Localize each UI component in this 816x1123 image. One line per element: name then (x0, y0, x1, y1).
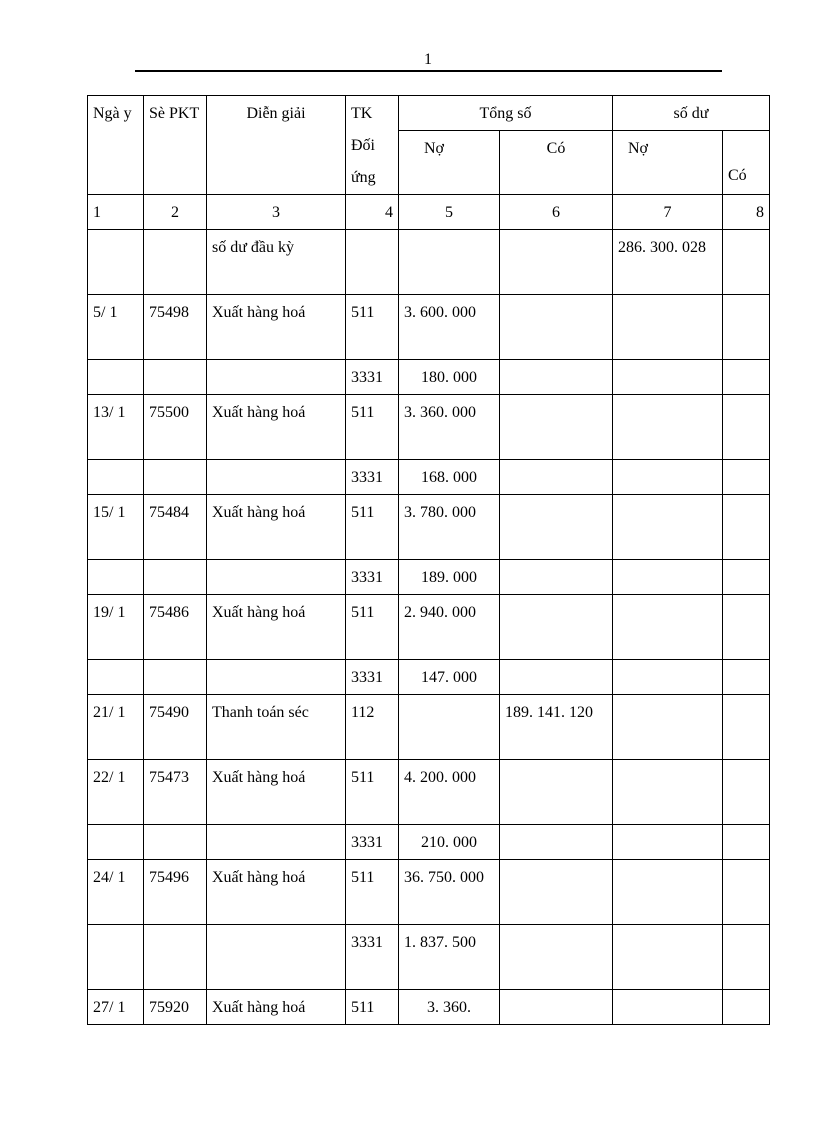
entry-balance-credit (723, 860, 770, 925)
entry-doc-no: 75498 (144, 295, 207, 360)
entry-credit (500, 360, 613, 395)
entry-balance-debit (613, 495, 723, 560)
entry-balance-credit (723, 695, 770, 760)
table-row (88, 825, 770, 860)
entry-credit (500, 595, 613, 660)
entry-balance-debit (613, 395, 723, 460)
entry-date (88, 360, 144, 395)
col-num: 7 (613, 195, 723, 230)
entry-credit: 189. 141. 120 (500, 695, 613, 760)
entry-balance-debit (613, 460, 723, 495)
table-row (88, 360, 770, 395)
entry-date (88, 460, 144, 495)
entry-debit (399, 695, 500, 760)
entry-counter-account: 3331 (346, 560, 399, 595)
entry-debit: 147. 000 (399, 660, 500, 695)
entry-credit (500, 495, 613, 560)
entry-credit (500, 295, 613, 360)
column-number-row (88, 195, 770, 230)
col-num: 1 (88, 195, 144, 230)
entry-credit (500, 460, 613, 495)
entry-description (207, 460, 346, 495)
entry-balance-debit (613, 925, 723, 990)
entry-counter-account: 511 (346, 395, 399, 460)
entry-doc-no (144, 825, 207, 860)
header-total: Tổng số (399, 96, 613, 131)
entry-counter-account: 511 (346, 295, 399, 360)
entry-counter-account: 511 (346, 760, 399, 825)
entry-balance-debit (613, 860, 723, 925)
entry-description: số dư đầu kỳ (207, 230, 346, 295)
table-row (88, 295, 770, 360)
entry-description (207, 660, 346, 695)
entry-balance-credit (723, 825, 770, 860)
entry-date: 22/ 1 (88, 760, 144, 825)
entry-date (88, 660, 144, 695)
entry-balance-credit (723, 495, 770, 560)
entry-doc-no (144, 360, 207, 395)
entry-doc-no: 75500 (144, 395, 207, 460)
col-num: 8 (723, 195, 770, 230)
entry-debit: 210. 000 (399, 825, 500, 860)
entry-date: 15/ 1 (88, 495, 144, 560)
entry-counter-account (346, 230, 399, 295)
entry-date (88, 230, 144, 295)
entry-credit (500, 925, 613, 990)
entry-description: Xuất hàng hoá (207, 295, 346, 360)
entry-credit (500, 825, 613, 860)
table-row (88, 595, 770, 660)
entry-balance-credit (723, 395, 770, 460)
entry-date (88, 925, 144, 990)
entry-debit: 4. 200. 000 (399, 760, 500, 825)
entry-debit: 36. 750. 000 (399, 860, 500, 925)
header-credit: Có (500, 131, 613, 195)
table-row (88, 760, 770, 825)
entry-description: Xuất hàng hoá (207, 990, 346, 1025)
entry-debit: 189. 000 (399, 560, 500, 595)
entry-balance-debit (613, 660, 723, 695)
header-rule (135, 70, 722, 72)
table-row (88, 925, 770, 990)
entry-description (207, 560, 346, 595)
entry-balance-debit (613, 760, 723, 825)
entry-counter-account: 511 (346, 495, 399, 560)
entry-doc-no (144, 925, 207, 990)
entry-debit: 3. 360. (399, 990, 500, 1025)
header-description: Diễn giải (207, 96, 346, 195)
entry-balance-credit (723, 230, 770, 295)
table-row (88, 695, 770, 760)
entry-doc-no: 75490 (144, 695, 207, 760)
entry-debit: 180. 000 (399, 360, 500, 395)
entry-balance-debit (613, 560, 723, 595)
header-balance-debit: Nợ (613, 131, 723, 195)
entry-balance-debit: 286. 300. 028 (613, 230, 723, 295)
entry-counter-account: 3331 (346, 360, 399, 395)
header-doc-no: Sè PKT (144, 96, 207, 195)
col-num: 5 (399, 195, 500, 230)
entry-doc-no: 75496 (144, 860, 207, 925)
entry-date: 21/ 1 (88, 695, 144, 760)
entry-credit (500, 860, 613, 925)
entry-doc-no (144, 230, 207, 295)
entry-balance-credit (723, 760, 770, 825)
entry-debit: 2. 940. 000 (399, 595, 500, 660)
entry-counter-account: 511 (346, 990, 399, 1025)
entry-doc-no: 75486 (144, 595, 207, 660)
entry-date (88, 560, 144, 595)
entry-counter-account: 511 (346, 860, 399, 925)
entry-date: 24/ 1 (88, 860, 144, 925)
col-num: 2 (144, 195, 207, 230)
entry-description (207, 360, 346, 395)
table-row (88, 860, 770, 925)
entry-credit (500, 560, 613, 595)
entry-doc-no: 75484 (144, 495, 207, 560)
col-num: 6 (500, 195, 613, 230)
entry-balance-credit (723, 595, 770, 660)
header-balance: số dư (613, 96, 770, 131)
entry-description (207, 925, 346, 990)
entry-credit (500, 395, 613, 460)
page-number: 1 (424, 51, 432, 68)
ledger-table (87, 95, 770, 1025)
entry-doc-no: 75473 (144, 760, 207, 825)
entry-date (88, 825, 144, 860)
col-num: 3 (207, 195, 346, 230)
entry-debit: 168. 000 (399, 460, 500, 495)
entry-counter-account: 112 (346, 695, 399, 760)
entry-description (207, 825, 346, 860)
table-row (88, 495, 770, 560)
entry-date: 5/ 1 (88, 295, 144, 360)
header-date: Ngà y (88, 96, 144, 195)
entry-balance-credit (723, 990, 770, 1025)
entry-debit: 3. 360. 000 (399, 395, 500, 460)
header-counter-account: TK Đối ứng (346, 96, 399, 195)
table-row (88, 230, 770, 295)
table-row (88, 460, 770, 495)
entry-credit (500, 760, 613, 825)
entry-balance-credit (723, 560, 770, 595)
entry-description: Xuất hàng hoá (207, 395, 346, 460)
header-debit: Nợ (399, 131, 500, 195)
entry-doc-no (144, 460, 207, 495)
entry-doc-no (144, 660, 207, 695)
entry-balance-debit (613, 990, 723, 1025)
entry-debit (399, 230, 500, 295)
entry-counter-account: 3331 (346, 460, 399, 495)
entry-balance-debit (613, 595, 723, 660)
entry-counter-account: 3331 (346, 660, 399, 695)
entry-date: 19/ 1 (88, 595, 144, 660)
entry-counter-account: 3331 (346, 925, 399, 990)
entry-description: Xuất hàng hoá (207, 495, 346, 560)
header-row-1 (88, 96, 770, 131)
entry-balance-credit (723, 925, 770, 990)
table-row (88, 560, 770, 595)
entry-doc-no: 75920 (144, 990, 207, 1025)
entry-balance-debit (613, 825, 723, 860)
entry-description: Xuất hàng hoá (207, 595, 346, 660)
table-row (88, 990, 770, 1025)
entry-counter-account: 511 (346, 595, 399, 660)
header-balance-credit: Có (723, 131, 770, 195)
col-num: 4 (346, 195, 399, 230)
entry-doc-no (144, 560, 207, 595)
entry-debit: 1. 837. 500 (399, 925, 500, 990)
entry-date: 13/ 1 (88, 395, 144, 460)
entry-credit (500, 230, 613, 295)
entry-balance-debit (613, 360, 723, 395)
entry-balance-debit (613, 295, 723, 360)
entry-debit: 3. 600. 000 (399, 295, 500, 360)
entry-debit: 3. 780. 000 (399, 495, 500, 560)
entry-credit (500, 990, 613, 1025)
entry-credit (500, 660, 613, 695)
entry-counter-account: 3331 (346, 825, 399, 860)
entry-balance-debit (613, 695, 723, 760)
entry-date: 27/ 1 (88, 990, 144, 1025)
entry-balance-credit (723, 360, 770, 395)
entry-description: Xuất hàng hoá (207, 760, 346, 825)
table-row (88, 395, 770, 460)
entry-balance-credit (723, 660, 770, 695)
entry-description: Thanh toán séc (207, 695, 346, 760)
entry-balance-credit (723, 295, 770, 360)
entry-description: Xuất hàng hoá (207, 860, 346, 925)
table-row (88, 660, 770, 695)
entry-balance-credit (723, 460, 770, 495)
